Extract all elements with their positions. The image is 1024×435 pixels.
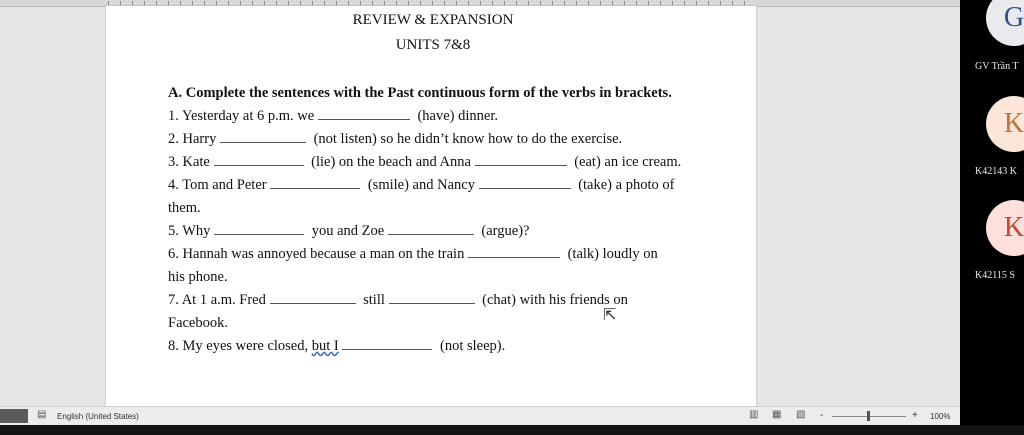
answer-blank bbox=[318, 107, 410, 120]
answer-blank bbox=[214, 153, 304, 166]
answer-blank bbox=[220, 130, 306, 143]
doc-subtitle: UNITS 7&8 bbox=[395, 37, 471, 53]
exercise-item-7-continued: Facebook. bbox=[168, 315, 228, 331]
participant-name: K42115 S bbox=[975, 270, 1015, 281]
answer-blank bbox=[475, 153, 567, 166]
mouse-cursor-icon: ⇱ bbox=[603, 305, 617, 324]
web-layout-icon[interactable]: ▧ bbox=[796, 409, 806, 420]
participant-avatar[interactable]: G bbox=[986, 0, 1024, 46]
participant-name: K42143 K bbox=[975, 166, 1017, 177]
zoom-in-button[interactable]: + bbox=[912, 410, 918, 421]
exercise-item-4-continued: them. bbox=[168, 200, 201, 216]
answer-blank bbox=[479, 176, 571, 189]
zoom-level[interactable]: 100% bbox=[930, 412, 951, 421]
answer-blank bbox=[214, 222, 304, 235]
participant-name: GV Trần T bbox=[975, 61, 1019, 72]
exercise-item-4: 4. Tom and Peter (smile) and Nancy (take) a photo of bbox=[168, 177, 675, 193]
exercise-item-7: 7. At 1 a.m. Fred still (chat) with his friends on bbox=[168, 292, 628, 308]
zoom-slider-handle[interactable] bbox=[867, 411, 870, 421]
status-page-indicator[interactable] bbox=[0, 409, 28, 423]
document-page[interactable] bbox=[106, 6, 756, 406]
proofing-icon[interactable]: ▤ bbox=[37, 409, 47, 420]
spellcheck-underlined-text: but I bbox=[311, 338, 339, 354]
answer-blank bbox=[342, 337, 432, 350]
read-mode-icon[interactable]: ▥ bbox=[749, 409, 759, 420]
doc-title: REVIEW & EXPANSION bbox=[352, 12, 514, 28]
print-layout-icon[interactable]: ▦ bbox=[772, 409, 782, 420]
answer-blank bbox=[389, 291, 475, 304]
taskbar-strip bbox=[0, 425, 1024, 435]
exercise-item-8: 8. My eyes were closed, but I (not sleep). bbox=[168, 338, 506, 354]
status-bar bbox=[0, 406, 960, 425]
answer-blank bbox=[388, 222, 474, 235]
answer-blank bbox=[270, 176, 360, 189]
exercise-item-2: 2. Harry (not listen) so he didn’t know how to do the exercise. bbox=[168, 131, 623, 147]
participant-avatar[interactable]: K bbox=[986, 96, 1024, 152]
exercise-item-5: 5. Why you and Zoe (argue)? bbox=[168, 223, 530, 239]
answer-blank bbox=[468, 245, 560, 258]
language-indicator[interactable]: English (United States) bbox=[57, 412, 139, 421]
exercise-item-3: 3. Kate (lie) on the beach and Anna (eat) an ice cream. bbox=[168, 154, 682, 170]
document-body bbox=[168, 12, 698, 358]
zoom-out-button[interactable]: - bbox=[820, 410, 824, 421]
section-heading: A. Complete the sentences with the Past continuous form of the verbs in brackets. bbox=[168, 85, 672, 101]
exercise-item-6: 6. Hannah was annoyed because a man on the train (talk) loudly on bbox=[168, 246, 658, 262]
exercise-item-1: 1. Yesterday at 6 p.m. we (have) dinner. bbox=[168, 108, 498, 124]
answer-blank bbox=[270, 291, 356, 304]
participant-avatar[interactable]: K bbox=[986, 200, 1024, 256]
exercise-item-6-continued: his phone. bbox=[168, 269, 228, 285]
